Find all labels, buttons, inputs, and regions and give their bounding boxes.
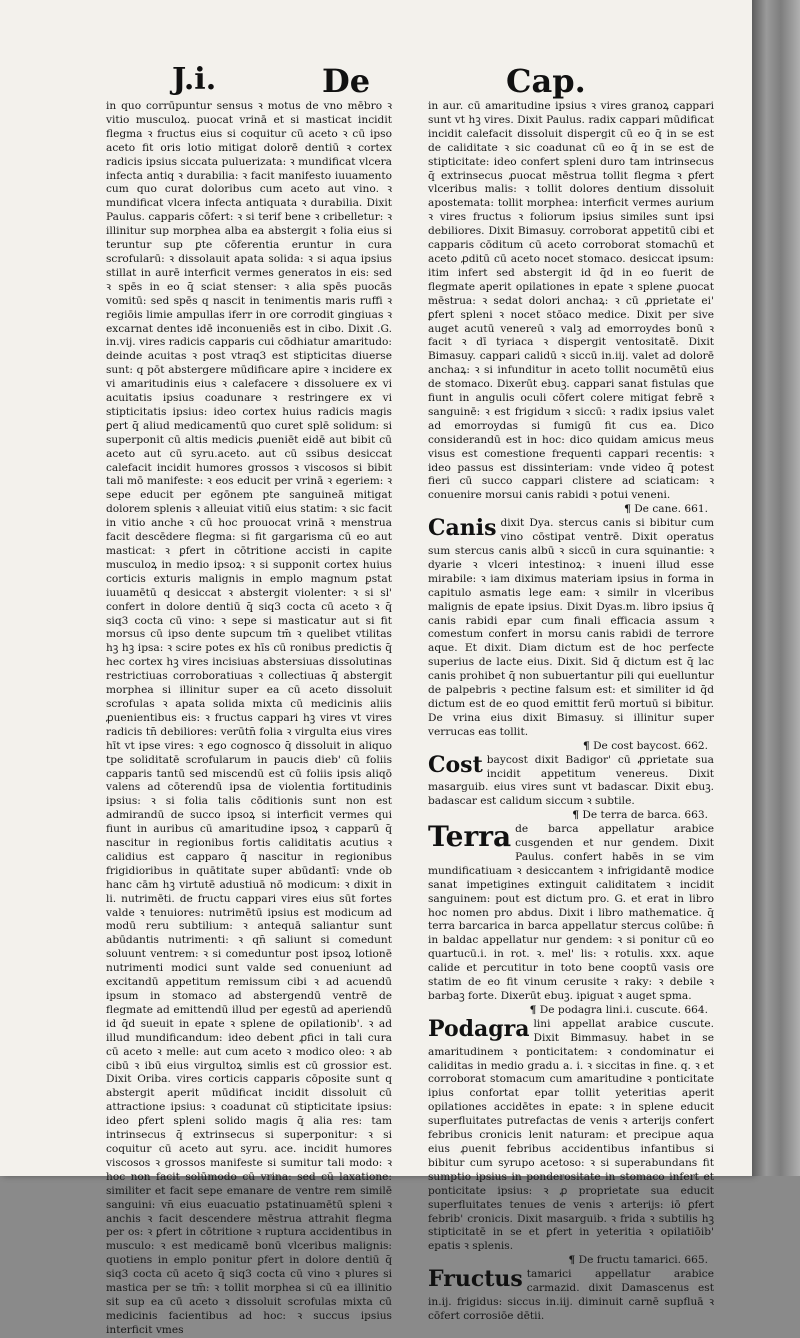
entry-fructus [428,1268,714,1324]
entry-cost [428,751,714,810]
entry-662-ref: De cost baycost. [593,739,682,752]
cost-headword: Cost [428,751,483,778]
entry-663-number: 663. [684,809,708,822]
entry-662-number: 662. [684,739,708,752]
entry-665-ref: De fructu tamarici. [578,1254,682,1267]
terra-headword: Terra [428,820,512,854]
header-de: De [322,62,371,100]
canis-headword: Canis [428,515,497,542]
fructus-headword: Fructus [428,1266,523,1293]
entry-661-number: 661. [684,503,708,516]
left-column-text: in quo corrūpuntur sensus ꝛ motus de vno mēbro ꝛ vitio musculoꝝ. puocat vrinā et si masticat incidit flegma ꝛ fructus eius si coquitur cū aceto ꝛ cū ipso aceto fit oris lotio mitigat dolorē dentiū ꝛ cortex radicis ipsius siccata puluerizata: ꝛ mundificat vlcera infecta antiq ꝛ durabilia: ꝛ facit manifesto iuuamento cum quo curat doloribus cum aceto aut vino. ꝛ mundificat vlcera infecta antiquata ꝛ durabilia. Dixit Paulus. capparis cōfert: ꝛ si terif bene ꝛ cribelletur: ꝛ illinitur sup morphea alba ea abstergit ꝛ folia eius si teruntur sup ꝑte cōferentia eruntur in cura scrofularū: ꝛ dissolauit apata solida: ꝛ si aqua ipsius stillat in aurē interficit vermes generatos in eis: sed ꝛ spēs in eo q̄ sciat stenser: ꝛ alia spēs puocās vomitū: sed spēs q nascit in tenimentis maris ruffi ꝛ regiōis limie ampullas iferr in ore corrodit gingiuas ꝛ excarnat dentes idē inconueniēs est in cibo. Dixit .G. in.vij. vires radicis capparis cui cōdhiatur amaritudo: deinde acuitas ꝛ post vtraq3 est stipticitas diuerse sunt: q pōt abstergere mūdificare apire ꝛ incidere ex vi amaritudinis eius ꝛ calefacere ꝛ dissoluere ex vi acuitatis ipsius coadunare ꝛ restringere ex vi stipticitatis ipsius: ideo cortex huius radicis magis ꝑert q̄ aliud medicamentū quo curet splē solidum: si superponit cū altis medicis ꝓueniēt eidē aut bibit cū aceto aut cū syru.aceto. aut cū ssibus desiccat calefacit incidit humores grossos ꝛ viscosos si bibit tali mō manifeste: ꝛ eos educit per vrinā ꝛ egeriem: ꝛ sepe educit per egōnem pte sanguineā mitigat dolorem splenis ꝛ alleuiat vitiū eius statim: ꝛ sic facit in vitio anche ꝛ cū hoc prouocat vrinā ꝛ menstrua facit descēdere flegma: si fit gargarisma cū eo aut masticat: ꝛ ꝑfert in cōtritione accisti in capite musculoꝝ in medio ipsoꝝ: ꝛ si supponit cortex huius corticis exturis malignis in emplo magnum ꝑstat iuuamētū q desiccat ꝛ abstergit violenter: ꝛ si sl' confert in dolore dentiū q̄ siq3 cocta cū aceto ꝛ q̄ siq3 cocta cū vino: ꝛ sepe si masticatur aut si fit morsus cū ipso dente supcum tm̄ ꝛ quelibet vtilitas hꝫ hꝫ ipsa: ꝛ scire potes ex hīs cū ronibus predictis q̄ hec cortex hꝫ vires incisiuas abstersiuas dissolutinas restrictiuas corroboratiuas ꝛ collectiuas q̄ abstergit morphea si illinitur super ea cū aceto dissoluit scrofulas ꝛ apata solida mixta cū medicinis aliis ꝓuenientibus eis: ꝛ fructus cappari hꝫ vires vt vires radicis tn̄ debiliores: verūtn̄ folia ꝛ virgulta eius vires hīt vt ipse vires: ꝛ ego cognosco q̄ dissoluit in aliquo tpe soliditatē scrofularum in paucis dieb' cū foliis capparis tantū sed miscendū est cū foliis ipsis aliqō valens ad cōterendū ipsa de violentia fortitudinis ipsius: ꝛ si folia talis cōditionis sunt non est admirandū de succo ipsoꝝ si interficit vermes qui fiunt in auribus cū amaritudine ipsoꝝ ꝛ capparū q̄ nascitur in regionibus fortis caliditatis acutius ꝛ calidius est capparo q̄ nascitur in regionibus frigidioribus in quātitate super abūdantī: vnde ob hanc cām hꝫ virtutē adustiuā nō modicum: ꝛ dixit in li. nutrimēti. de fructu cappari vires eius sūt fortes valde ꝛ tenuiores: nutrimētū ipsius est modicum ad modū reru subtilium: ꝛ antequā saliantur sunt abūdantis nutrimenti: ꝛ qn̄ saliunt si comedunt soluunt ventrem: ꝛ si comeduntur post ipsoꝝ lotionē nutrimenti modici sunt valde sed conueniunt ad excitandū appetitum remissum cibi ꝛ ad acuendū ipsum in stomaco ad abstergendū ventrē de flegmate ad emittendū illud per egestū ad aperiendū id q̄d sueuit in epate ꝛ splene de opilationib'. ꝛ ad illud mundificandum: ideo debent ꝓfici in tali cura cū aceto ꝛ melle: aut cum aceto ꝛ modico oleo: ꝛ ab cibū ꝛ ibū eius virgultoꝝ simlis est cū grossior est. Dixit Oriba. vires corticis capparis cōposite sunt q abstergit aperit mūdificat incidit dissoluit cū attractione ipsius: ꝛ coadunat cū stipticitate ipsius: ideo ꝑfert spleni solido magis q̄ alia res: tam intrinsecus q̄ extrinsecus si superponitur: ꝛ si coquitur cū aceto aut syru. ace. incidit humores viscosos ꝛ grossos manifeste si sumitur tali modo: ꝛ hoc non facit solūmodo cū vrina: sed cū laxatione: similiter et facit sepe emanare de ventre rem similē sanguini: vn̄ eius euacuatio pstatinuamētū spleni ꝛ anchis ꝛ facit descendere mēstrua attrahit flegma per os: ꝛ ꝑfert in cōtritione ꝛ ruptura accidentibus in musculo: ꝛ est medicamē bonū vlceribus malignis: quotiens in emplo ponitur ꝑfert in dolore dentiū q̄ siq3 cocta cū aceto q̄ siq3 cocta cū vino ꝛ plures si mastica per se tm̄: ꝛ tollit morphea si cū ea illinitio sit sup ea cū aceto ꝛ dissoluit scrofulas mixta cū medicinis facientibus ad hoc: ꝛ succus ipsius interficit vmes [106,100,392,1336]
capparis-continuation: in aur. cū amaritudine ipsius ꝛ vires granoꝝ cappari sunt vt hꝫ vires. Dixit Paulus. radix cappari mūdificat incidit calefacit dissoluit dispergit cū eo q̄ in se est de caliditate ꝛ sic coadunat cū eo q̄ in se est de stipticitate: ideo confert spleni duro tam intrinsecus q̄ extrinsecus ꝓuocat mēstrua tollit flegma ꝛ ꝑfert vlceribus malis: ꝛ tollit dolores dentium dissoluit apostemata: tollit morphea: interficit vermes aurium ꝛ vires fructus ꝛ foliorum ipsius similes sunt ipsi debiliores. Dixit Bimasuy. corroborat appetitū cibi et capparis cōditum cū aceto corroborat stomachū et aceto ꝓditū cū aceto nocet stomaco. desiccat ipsum: itim infert sed abstergit id q̄d in eo fuerit de flegmate aperit opilationes in epate ꝛ splene ꝓuocat mēstrua: ꝛ sedat dolori anchaꝝ: ꝛ cū ꝓprietate ei' ꝑfert spleni ꝛ nocet stōaco medice. Dixit per sive auget acutū venereū ꝛ valꝫ ad emorroydes bonū ꝛ facit ꝛ dī tyriaca ꝛ dispergit ventositatē. Dixit Bimasuy. cappari calidū ꝛ siccū in.iij. valet ad dolorē anchaꝝ: ꝛ si infunditur in aceto tollit nocumētū eius de stomaco. Dixerūt ebuꝫ. cappari sanat fistulas que fiunt in angulis oculi cōfert colere mitigat febrē ꝛ sanguinē: ꝛ est frigidum ꝛ siccū: ꝛ radix ipsius valet ad emorroydas si fumigū fit cus ea. Dico considerandū est in hoc: dico quidam amicus meus visus est comestione frequenti cappari recentis: ꝛ ideo passus est dissinteriam: vnde video q̄ potest fieri cū succo cappari clistere ad sciaticam: ꝛ conuenire morsui canis rabidi ꝛ potui veneni. [428,100,714,502]
fructus-text: tamarici appellatur arabice carmazid. dixit Damascenus est in.ij. frigidus: siccus in.iij. diminuit carnē supfluā ꝛ cōfert corrosiōe dētii. [428,1268,714,1322]
header-cap: Cap. [506,62,586,100]
left-column [106,100,392,1336]
podagra-text: lini appellat arabice cuscute. Dixit Bimmasuy. habet in se amaritudinem ꝛ ponticitatem: ꝛ condominatur ei caliditas in medio gradu a. i. ꝛ siccitas in fine. q. ꝛ et corroborat stomacum cum amaritudine ꝛ ponticitate ipius confortat epar tollit yeteritias aperit opilationes accidētes in epate: ꝛ in splene educit superfluitates putrefactas de venis ꝛ arterijs confert febribus cronicis lenit naturam: et precipue aqua eius ꝓuenit febribus accidentibus infantibus si bibitur cum syrupo acetoso: ꝛ si superabundans fit sumptio ipsius in ponderositate in stomaco infert et ponticitate ipsius: ꝛ ꝓ proprietate sua educit superfluitates tenues de venis ꝛ arterijs: iō ꝑfert febrib' cronicis. Dixit masarguib. ꝛ frida ꝛ subtilis hꝫ stipticitatē in se et ꝑfert in yeteritia ꝛ opilatiōib' epatis ꝛ splenis. [428,1017,714,1253]
entry-665-number: 665. [684,1254,708,1267]
entry-terra [428,820,714,1004]
pilcrow-icon: ¶ [568,1254,576,1267]
entry-podagra [428,1015,714,1254]
entry-663-ref: De terra de barca. [582,809,682,822]
pilcrow-icon: ¶ [572,809,579,822]
pilcrow-icon: ¶ [582,739,590,752]
entry-661-ref: De cane. [634,503,682,516]
podagra-headword: Podagra [428,1015,530,1042]
terra-text: de barca appellatur arabice cusgenden et nur gendem. Dixit Paulus. confert habēs in se vim mundificatiuam ꝛ desiccantem ꝛ infrigidantē modice sanat impetigines extinguit caliditatem ꝛ incidit sanguinem: pout est dictum pro. G. et erat in libro hoc nomen pro abdus. Dixit i libro mathematice. q̄ terra barcarica in barca appellatur stercus colūbe: n̄ in baldac appellatur nur gendem: ꝛ si ponitur cū eo quartucū.i. in rot. ꝛ. mel' lis: ꝛ rotulis. xxx. aque calide et percutitur in toto bene cooptū vasis ore statim de eo fit vinum cerusite ꝛ raky: ꝛ debile ꝛ barbaꝫ forte. Dixerūt ebuꝫ. ipiguat ꝛ auget spma. [428,823,714,1002]
entry-664-number: 664. [684,1003,708,1016]
book-gutter-edge [752,0,800,1176]
right-column [428,100,714,1322]
running-header [0,62,752,102]
pilcrow-icon: ¶ [624,503,631,516]
cost-text: baycost dixit Badigor' cū ꝓprietate sua incidit appetitum venereus. Dixit masarguib. eius vires sunt vt badascar. Dixit ebuꝫ. badascar est calidum siccum ꝛ subtile. [428,753,714,808]
pilcrow-icon: ¶ [529,1003,537,1016]
entry-664-ref: De podagra lini.i. cuscute. [539,1003,682,1016]
canis-text: dixit Dya. stercus canis si bibitur cum vino cōstipat ventrē. Dixit operatus sum stercus canis albū ꝛ siccū in cura squinantie: ꝛ dyarie ꝛ vlceri intestinoꝝ: ꝛ inueni illud esse mirabile: ꝛ iam diximus materiam ipsius in forma in capitulo asmatis lege eam: ꝛ similr in vlceribus malignis de epate ipsius. Dixit Dyas.m. libro ipsius q̄ canis rabidi epar cum finali efficacia assum ꝛ comestum confert in morsu canis rabidi de terrore aque. Et dixit. Diam dictum est de hoc perfecte superius de lacte eius. Dixit. Sid q̄ dictum est q̄ lac canis prohibet q̄ non subuertantur pili qui euelluntur de palpebris ꝛ pectine falsum est: et similiter id q̄d dictum est de eo quod emittit ferū mortuū si bibitur. De vrina eius dixit Bimasuy. si illinitur super verrucas eas tollit. [428,517,714,738]
entry-canis [428,517,714,740]
folio-number: J.i. [172,62,217,97]
